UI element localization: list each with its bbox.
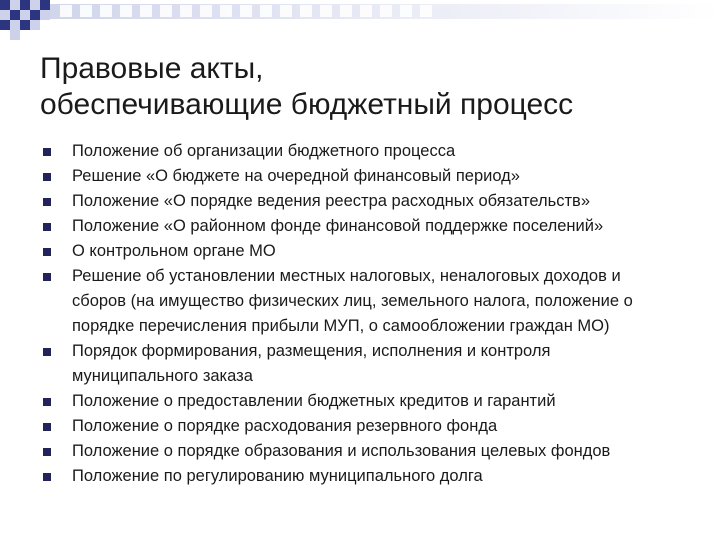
square-bullet-icon bbox=[43, 348, 51, 356]
bullet-list bbox=[0, 139, 692, 489]
bullet-text-line: Положение по регулированию муниципального долга bbox=[72, 467, 483, 485]
bullet-item bbox=[0, 189, 692, 214]
bullet-item bbox=[0, 214, 692, 239]
bullet-item bbox=[0, 164, 692, 189]
bullet-text-line: О контрольном органе МО bbox=[72, 242, 276, 260]
square-bullet-icon bbox=[43, 148, 51, 156]
bullet-item bbox=[0, 389, 692, 414]
square-bullet-icon bbox=[43, 473, 51, 481]
square-bullet-icon bbox=[43, 398, 51, 406]
slide-title-line-1: Правовые акты, bbox=[40, 52, 264, 85]
square-bullet-icon bbox=[43, 273, 51, 281]
slide-title bbox=[40, 51, 573, 123]
bullet-text-line: порядке перечисления прибыли МУП, о самообложении граждан МО) bbox=[72, 317, 610, 335]
bullet-item bbox=[0, 139, 692, 164]
bullet-text-line: Решение «О бюджете на очередной финансовый период» bbox=[72, 167, 520, 185]
bullet-item bbox=[0, 414, 692, 439]
bullet-item bbox=[0, 439, 692, 464]
bullet-text-line: Положение «О порядке ведения реестра расходных обязательств» bbox=[72, 192, 590, 210]
slide-title-line-2: обеспечивающие бюджетный процесс bbox=[40, 88, 574, 121]
bullet-text-line: муниципального заказа bbox=[72, 367, 253, 385]
bullet-item bbox=[0, 239, 692, 264]
bullet-text-line: Положение о предоставлении бюджетных кредитов и гарантий bbox=[72, 392, 556, 410]
square-bullet-icon bbox=[43, 423, 51, 431]
bullet-item bbox=[0, 464, 692, 489]
square-bullet-icon bbox=[43, 173, 51, 181]
bullet-item bbox=[0, 339, 692, 389]
bullet-text-line: Положение об организации бюджетного процесса bbox=[72, 142, 456, 160]
bullet-item bbox=[0, 264, 692, 339]
square-bullet-icon bbox=[43, 448, 51, 456]
bullet-text-line: Положение «О районном фонде финансовой поддержке поселений» bbox=[72, 217, 604, 235]
square-bullet-icon bbox=[43, 198, 51, 206]
header-decoration bbox=[0, 0, 720, 44]
bullet-text-line: Решение об установлении местных налоговых, неналоговых доходов и bbox=[72, 267, 621, 285]
square-bullet-icon bbox=[43, 248, 51, 256]
bullet-text-line: Положение о порядке образования и использования целевых фондов bbox=[72, 442, 611, 460]
square-bullet-icon bbox=[43, 223, 51, 231]
bullet-text-line: сборов (на имущество физических лиц, земельного налога, положение о bbox=[72, 292, 633, 310]
bullet-text-line: Положение о порядке расходования резервного фонда bbox=[72, 417, 498, 435]
bullet-text-line: Порядок формирования, размещения, исполнения и контроля bbox=[72, 342, 551, 360]
